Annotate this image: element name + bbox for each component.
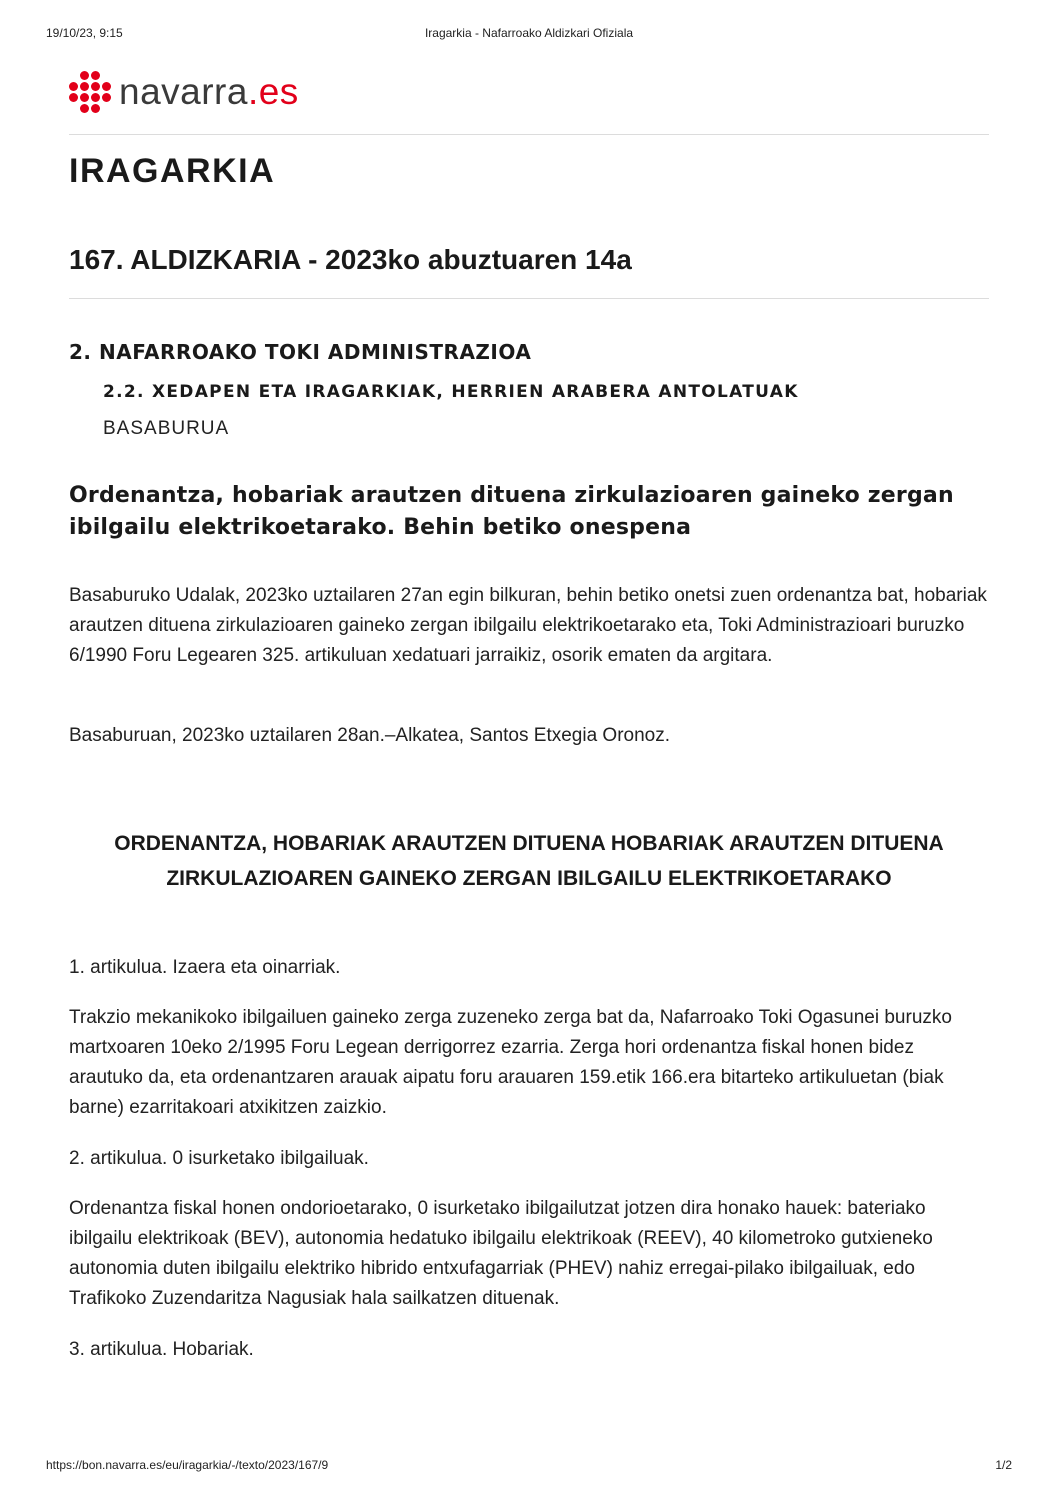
page-number: 1/2 — [995, 1458, 1012, 1472]
document-type: IRAGARKIA — [69, 152, 276, 190]
announcement-title: Ordenantza, hobariak arautzen dituena zirkulazioaren gaineko zergan ibilgailu elektrikoetarako. Behin betiko onespena — [69, 483, 954, 540]
article-2-heading: 2. artikulua. 0 isurketako ibilgailuak. — [69, 1148, 369, 1169]
article-1-heading: 1. artikulua. Izaera eta oinarriak. — [69, 957, 341, 978]
article-3-heading: 3. artikulua. Hobariak. — [69, 1339, 254, 1360]
bulletin-divider — [69, 298, 989, 299]
header-divider — [69, 134, 989, 135]
article-1-text: Trakzio mekanikoko ibilgailuen gaineko zerga zuzeneko zerga bat da, Nafarroako Toki Ogasunei buruzko martxoaren 10eko 2/1995 Foru Legean derrigorrez ezarria. Zerga hori ordenantza fiskal honen bidez arautuko da, eta ordenantzaren arauak aipatu foru arauaren 159.etik 166.era bitarteko artikuluetan (biak barne) ezarritakoari atxikitzen zaizkio. — [69, 1007, 952, 1118]
logo-wordmark: navarra.es — [119, 71, 299, 112]
article-2-text: Ordenantza fiskal honen ondorioetarako, 0 isurketako ibilgailutzat jotzen dira honako hauek: bateriako ibilgailu elektrikoak (BEV), autonomia hedatuko ibilgailu elektrikoak (REEV), 40 kilometroko gutxieneko autonomia duten ibilgailu elektriko hibrido entxufagarriak (PHEV) nahiz erregai-pilako ibilgailuak, edo Trafikoko Zuzendaritza Nagusiak hala sailkatzen dituenak. — [69, 1198, 933, 1309]
municipality-name: BASABURUA — [103, 418, 230, 439]
subsection-heading: 2.2. XEDAPEN ETA IRAGARKIAK, HERRIEN ARABERA ANTOLATUAK — [103, 382, 799, 402]
print-header — [0, 26, 1058, 42]
intro-paragraph: Basaburuko Udalak, 2023ko uztailaren 27an egin bilkuran, behin betiko onetsi zuen ordenantza bat, hobariak arautzen dituena zirkulazioaren gaineko zergan ibilgailu elektrikoetarako eta, Toki Administrazioari buruzko 6/1990 Foru Legearen 325. artikuluan xedatuari jarraikiz, osorik ematen da argitara. — [69, 585, 987, 666]
print-footer — [0, 1458, 1058, 1474]
signature-line: Basaburuan, 2023ko uztailaren 28an.–Alkatea, Santos Etxegia Oronoz. — [69, 725, 671, 746]
section-heading: 2. NAFARROAKO TOKI ADMINISTRAZIOA — [69, 340, 532, 364]
print-url: https://bon.navarra.es/eu/iragarkia/-/texto/2023/167/9 — [46, 1458, 329, 1472]
ordinance-title: ORDENANTZA, HOBARIAK ARAUTZEN DITUENA HOBARIAK ARAUTZEN DITUENA ZIRKULAZIOAREN GAINEKO ZERGAN IBILGAILU ELEKTRIKOETARAKO — [114, 832, 944, 890]
navarra-dots-icon — [69, 71, 111, 113]
bulletin-title: 167. ALDIZKARIA - 2023ko abuztuaren 14a — [69, 244, 632, 275]
print-page-title: Iragarkia - Nafarroako Aldizkari Ofiziala — [424, 26, 634, 40]
print-date: 19/10/23, 9:15 — [46, 26, 123, 40]
navarra-logo[interactable] — [69, 70, 299, 114]
